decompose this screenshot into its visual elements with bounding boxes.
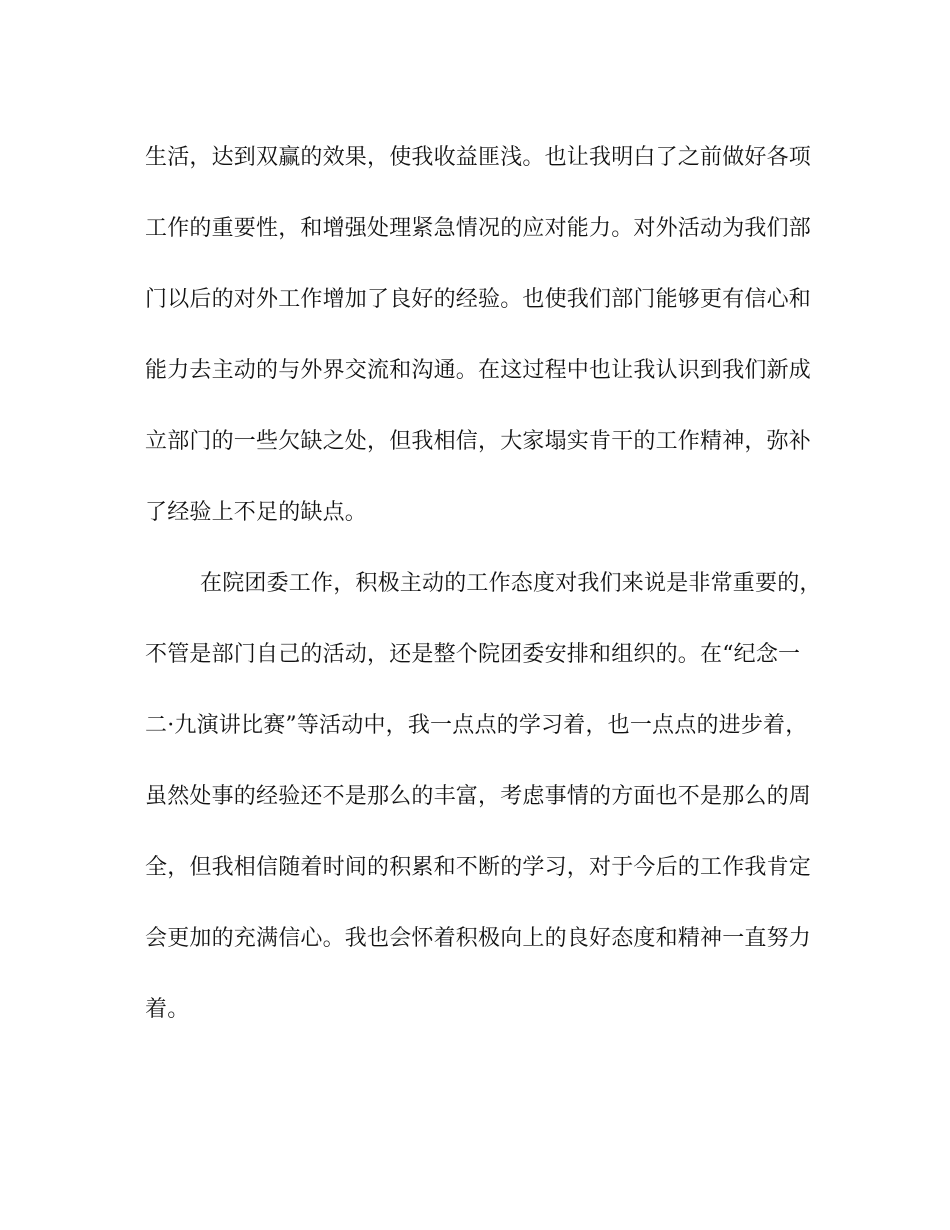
text-line: 能力去主动的与外界交流和沟通。在这过程中也让我认识到我们新成 [145,358,812,383]
text-line: 门以后的对外工作增加了良好的经验。也使我们部门能够更有信心和 [145,287,812,312]
text-line: 着。 [145,997,190,1022]
text-line: 生活，达到双赢的效果，使我收益匪浅。也让我明白了之前做好各项 [145,145,812,170]
text-line: 全，但我相信随着时间的积累和不断的学习，对于今后的工作我肯定 [145,855,812,880]
text-line: 了经验上不足的缺点。 [145,500,368,525]
text-line: 会更加的充满信心。我也会怀着积极向上的良好态度和精神一直努力 [145,926,812,951]
text-line: 虽然处事的经验还不是那么的丰富，考虑事情的方面也不是那么的周 [145,784,812,809]
text-line: 工作的重要性，和增强处理紧急情况的应对能力。对外活动为我们部 [145,216,812,241]
body-text [145,139,822,1062]
text-line: 不管是部门自己的活动，还是整个院团委安排和组织的。在“纪念一 [145,642,801,667]
text-line: 立部门的一些欠缺之处，但我相信，大家塌实肯干的工作精神，弥补 [145,429,812,454]
paragraph-first-line: 在院团委工作，积极主动的工作态度对我们来说是非常重要的， [200,571,822,596]
text-line: 二·九演讲比赛”等活动中，我一点点的学习着，也一点点的进步着， [145,713,808,738]
